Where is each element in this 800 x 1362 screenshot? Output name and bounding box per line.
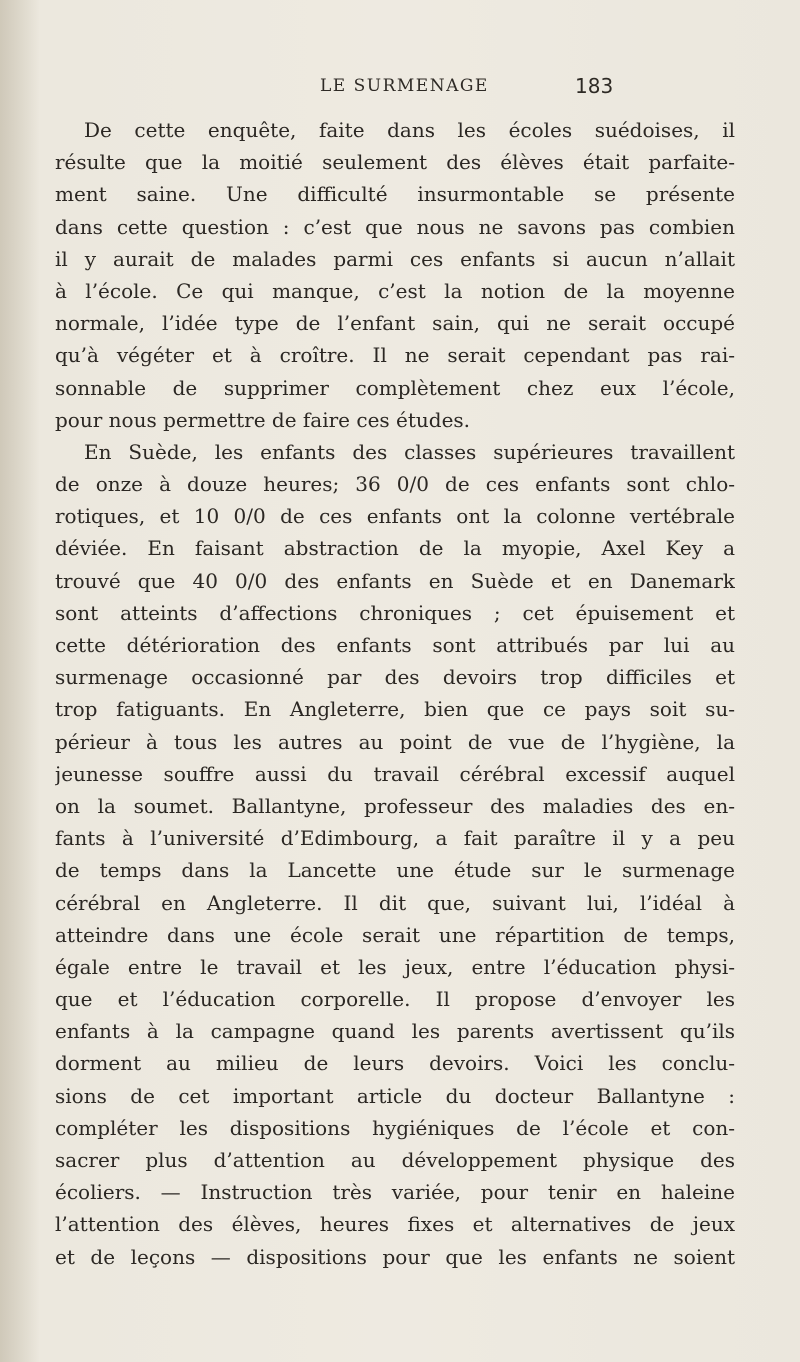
text-line: à l’école. Ce qui manque, c’est la notion de la moyenne [55,278,735,303]
text-line: ment saine. Une difficulté insurmontable se présente [55,182,735,207]
text-line: sions de cet important article du docteur Ballantyne : [55,1083,735,1108]
text-line: écoliers. — Instruction très variée, pour tenir en haleine [55,1180,735,1205]
text-line: pour nous permettre de faire ces études. [55,407,471,432]
text-line: périeur à tous les autres au point de vue de l’hygiène, la [55,729,735,754]
text-line: fants à l’université d’Edimbourg, a fait paraître il y a peu [55,826,735,851]
gutter-shadow [0,0,40,1362]
text-line: jeunesse souffre aussi du travail cérébral excessif auquel [55,761,735,786]
running-head: LE SURMENAGE [320,76,489,96]
text-line: rotiques, et 10 0/0 de ces enfants ont la colonne vertébrale [55,504,735,529]
text-line: résulte que la moitié seulement des élèves était parfaite- [55,150,735,175]
text-line: qu’à végéter et à croître. Il ne serait cependant pas rai- [55,343,735,368]
text-line: de temps dans la Lancette une étude sur le surmenage [55,858,735,883]
text-line: il y aurait de malades parmi ces enfants si aucun n’allait [55,246,735,271]
body-text [55,114,735,1273]
text-line: sonnable de supprimer complètement chez eux l’école, [55,375,735,400]
text-line: et de leçons — dispositions pour que les enfants ne soient [55,1244,735,1269]
text-line: trop fatiguants. En Angleterre, bien que ce pays soit su- [55,697,735,722]
text-line: trouvé que 40 0/0 des enfants en Suède et en Danemark [55,568,735,593]
text-line: dorment au milieu de leurs devoirs. Voici les conclu- [55,1051,735,1076]
text-line: on la soumet. Ballantyne, professeur des maladies des en- [55,793,735,818]
text-line: de onze à douze heures; 36 0/0 de ces enfants sont chlo- [55,472,735,497]
text-line: sacrer plus d’attention au développement physique des [55,1148,735,1172]
text-line: déviée. En faisant abstraction de la myopie, Axel Key a [55,536,735,561]
page-header [0,76,800,106]
text-line: compléter les dispositions hygiéniques de l’école et con- [55,1115,735,1140]
text-line: De cette enquête, faite dans les écoles suédoises, il [84,118,735,142]
text-line: cérébral en Angleterre. Il dit que, suivant lui, l’idéal à [55,890,735,915]
text-line: l’attention des élèves, heures fixes et alternatives de jeux [55,1212,735,1237]
text-line: normale, l’idée type de l’enfant sain, qui ne serait occupé [55,311,735,336]
text-line: cette détérioration des enfants sont attribués par lui au [55,633,735,657]
text-line: surmenage occasionné par des devoirs trop difficiles et [55,665,735,690]
text-line: dans cette question : c’est que nous ne savons pas combien [55,214,735,239]
text-line: enfants à la campagne quand les parents avertissent qu’ils [55,1019,735,1044]
text-line: que et l’éducation corporelle. Il propose d’envoyer les [55,987,735,1012]
text-line: En Suède, les enfants des classes supérieures travaillent [84,439,735,464]
page-number: 183 [575,74,614,98]
text-line: sont atteints d’affections chroniques ; cet épuisement et [55,600,735,625]
text-line: égale entre le travail et les jeux, entre l’éducation physi- [55,954,735,979]
text-line: atteindre dans une école serait une répartition de temps, [55,922,735,947]
